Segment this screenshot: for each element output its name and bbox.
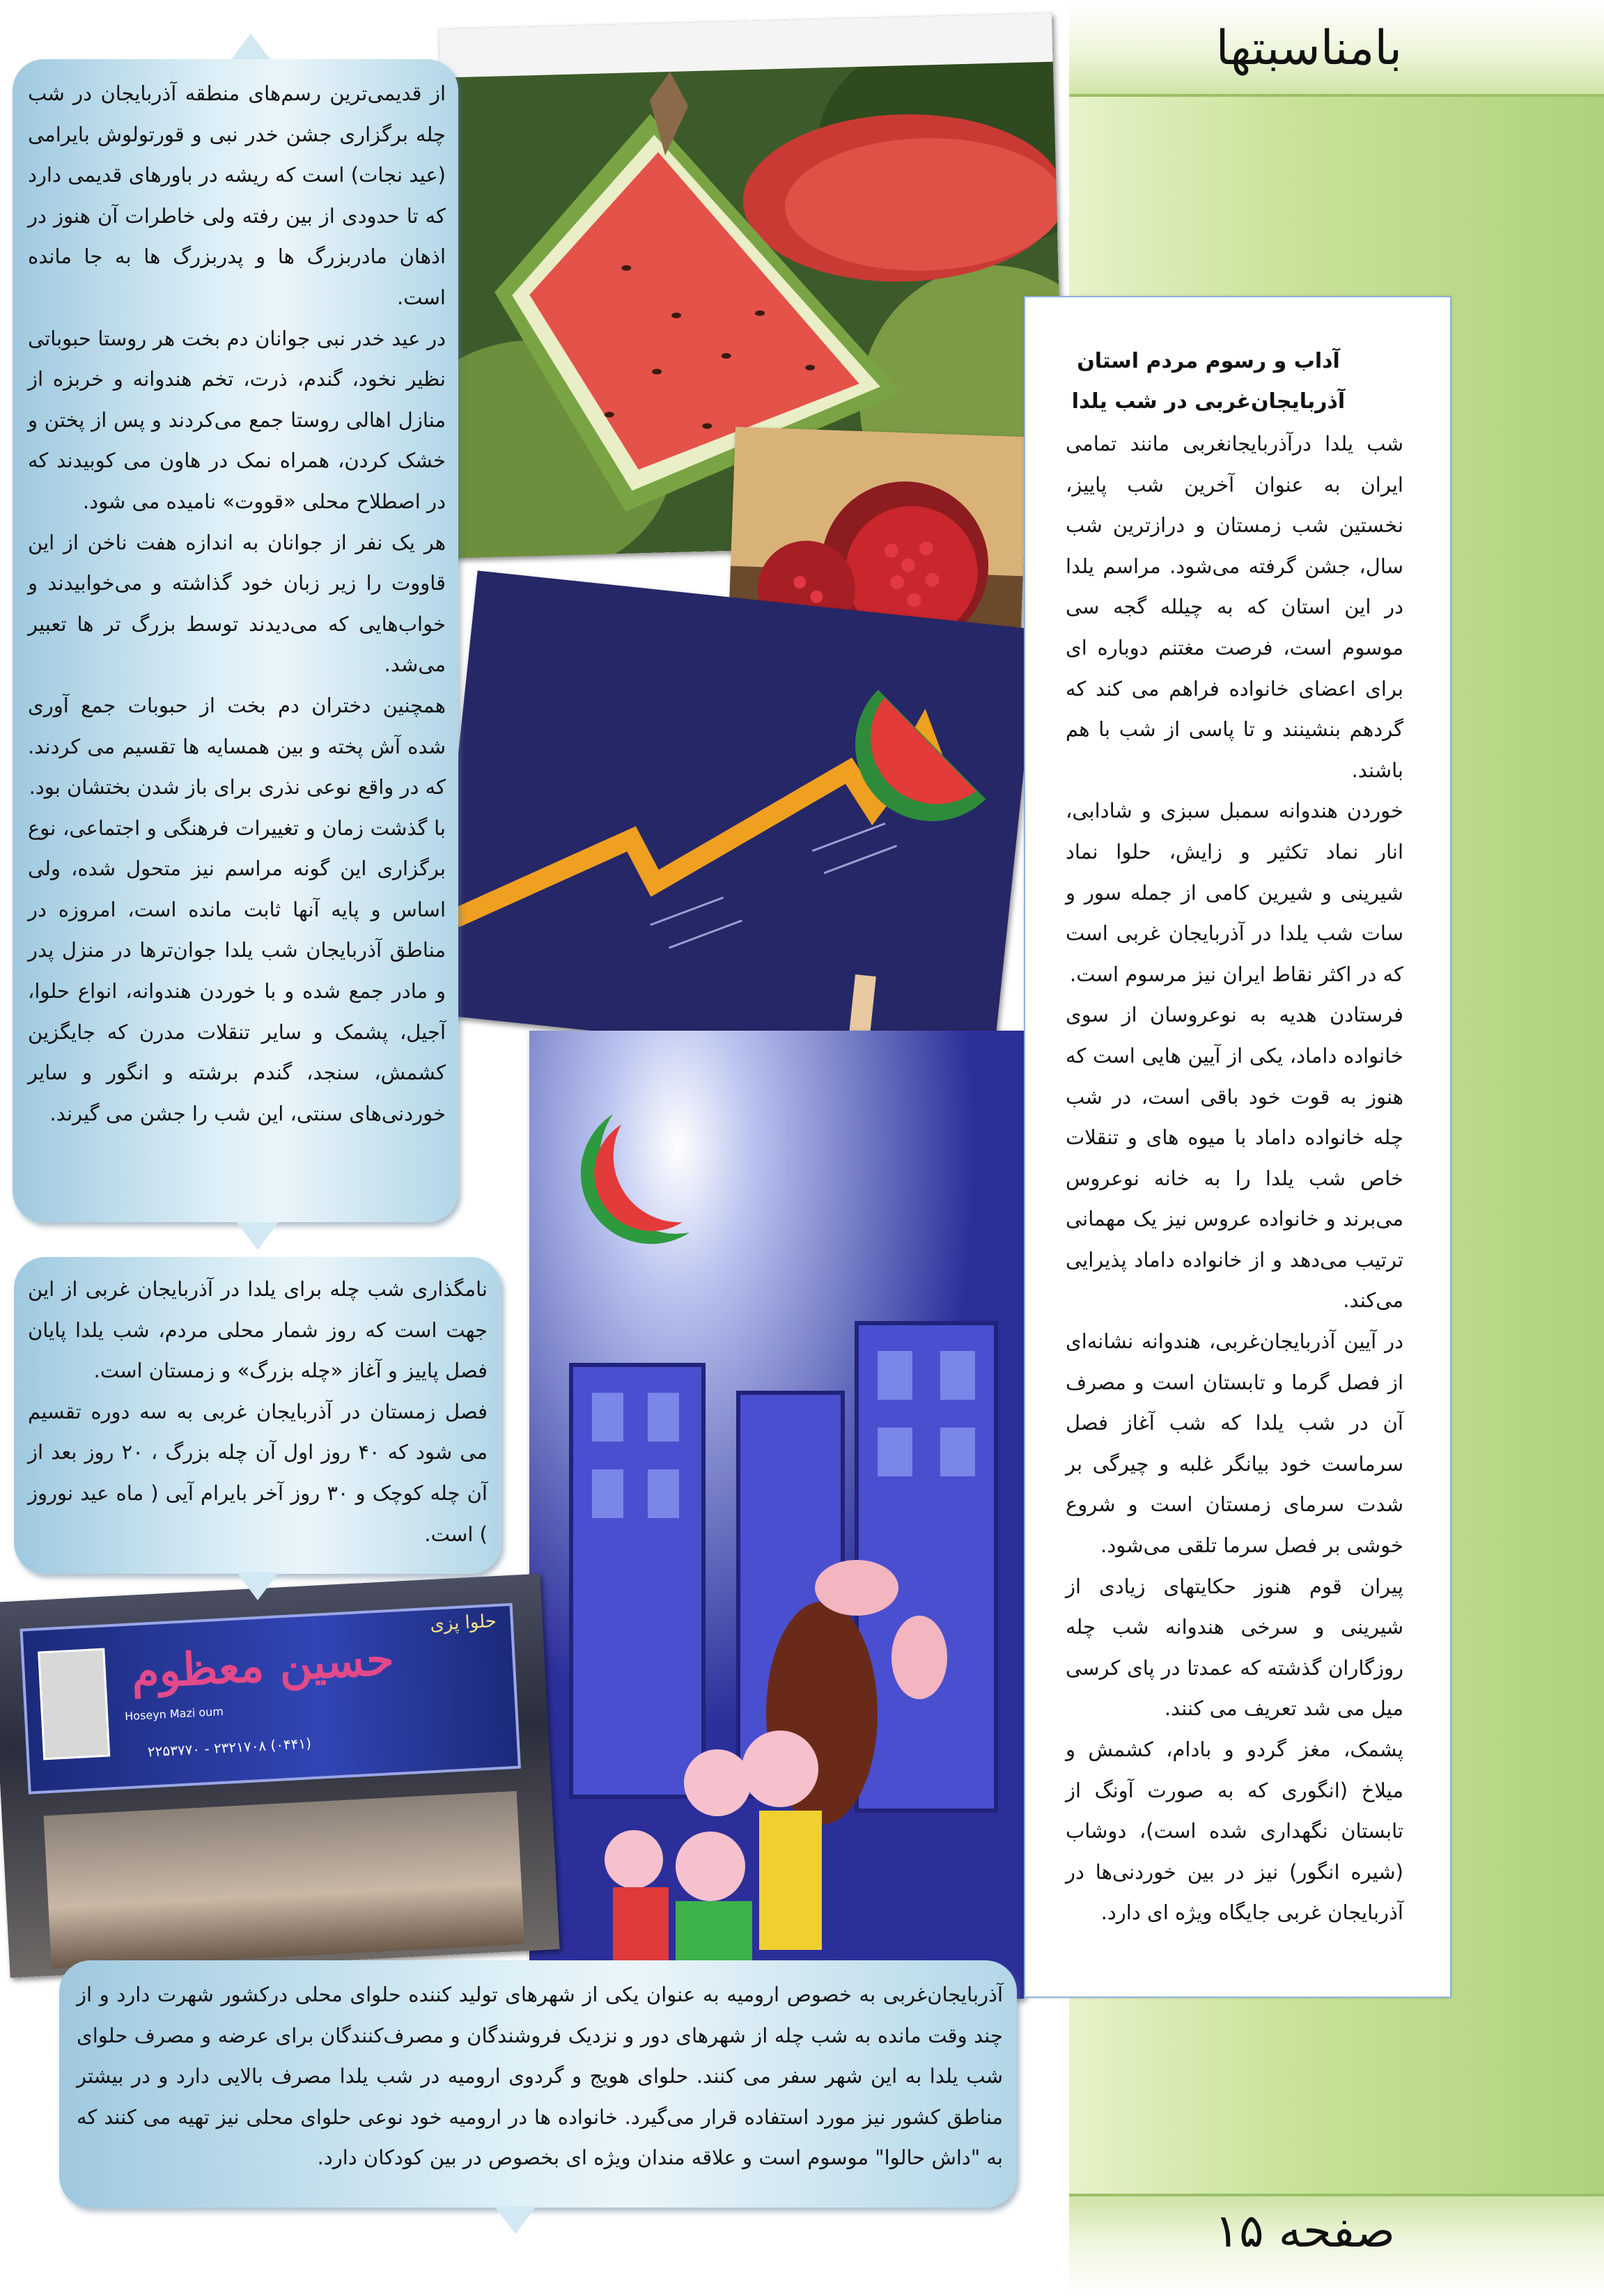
article-body <box>1066 423 1403 1933</box>
shop-window <box>44 1791 525 1969</box>
callout-notch <box>230 33 272 61</box>
shop-sign-latin: Hoseyn Mazi oum <box>124 1704 224 1724</box>
article-paragraph: فرستادن هدیه به نوعروسان از سوی خانواده داماد، یکی از آیین هایی است که هنوز به قوت خود باقی است، در شب چله خانواده داماد با میوه های و تنقلات خاص شب یلدا را به خانه نوعروس می‌برند و خانواده عروس نیز یک مهمانی ترتیب می‌دهد و از خانواده داماد پذیرایی می‌کند. <box>1066 1003 1403 1313</box>
callout-middle-paragraph: نامگذاری شب چله برای یلدا در آذربایجان غربی از این جهت است که روز شمار محلی مردم، شب یلدا پایان فصل پاییز و آغاز «چله بزرگ» و زمستان است. <box>28 1277 488 1383</box>
callout-left-paragraph: با گذشت زمان و تغییرات فرهنگی و اجتماعی، نوع برگزاری این گونه مراسم نیز متحول شده، ولی اساس و پایه آنها ثابت مانده است، امروزه در مناطق آذربایجان شب یلدا جوان‌ترها در منزل پدر و مادر جمع شده و با خوردن هندوانه، انواع حلوا، آجیل، پشمک و سایر تنقلات مدرن که جایگزین کشمش، سنجد، گندم برشته و انگور و سایر خوردنی‌های سنتی، این شب را جشن می گیرند. <box>28 815 446 1125</box>
callout-notch <box>237 1572 279 1600</box>
arrow-watermelon-illustration <box>431 570 1038 1072</box>
section-title: بامناسبتها <box>1215 21 1402 76</box>
shop-sign-prefix: حلوا پزی <box>429 1611 497 1636</box>
callout-left-paragraph: هر یک نفر از جوانان به اندازه هفت ناخن از این قاووت را زیر زبان خود گذاشته و می‌خوابیدند و خواب‌هایی که می‌دیدند توسط بزرگ تر ها تعبیر می‌شد. <box>28 530 446 677</box>
shop-sign-phone: (۰۴۴۱) ۲۳۲۱۷۰۸ - ۲۲۵۳۷۷۰ <box>147 1735 312 1760</box>
shop-owner-portrait <box>38 1648 110 1760</box>
page-number: صفحه ۱۵ <box>1214 2204 1395 2258</box>
callout-middle-paragraph: فصل زمستان در آذربایجان غربی به سه دوره تقسیم می شود که ۴۰ روز اول آن چله بزرگ ، ۲۰ روز بعد از آن چله کوچک و ۳۰ روز آخر بایرام آیی ( ماه عید نوروز ) است. <box>28 1399 488 1546</box>
article-paragraph: شب یلدا درآذربایجانغربی مانند تمامی ایران به عنوان آخرین شب پاییز، نخستین شب زمستان و درازترین شب سال، جشن گرفته می‌شود. مراسم یلدا در این استان که به چیلله گجه سی موسوم است، فرصت مغتنم دوباره ای برای اعضای خانواده فراهم می کند که گردهم بنشینند و تا پاسی از شب با هم باشند. <box>1066 432 1403 782</box>
rising-arrow-cartoon <box>431 570 1038 1072</box>
yalda-night-cartoon <box>529 1031 1024 1999</box>
article-title <box>1045 341 1372 422</box>
halva-shop-photo <box>0 1574 560 1978</box>
callout-bottom-text: آذربایجان‌غربی به خصوص ارومیه به عنوان یکی از شهرهای تولید کننده حلوای محلی درکشور شهرت دارد و از چند وقت مانده به شب چله از شهرهای دور و نزدیک فروشندگان و مصرف‌کنندگان برای عرضه و مصرف حلوای شب یلدا به این شهر سفر می کنند. حلوای هویج و گردوی ارومیه در شب یلدا مصرف بالایی دارد و در بیشتر مناطق کشور نیز مورد استفاده قرار می‌گیرد. خانواده ها در ارومیه خود نوعی حلوای محلی نیز تهیه می کنند که به "داش حالوا" موسوم است و علاقه مندان ویژه ای بخصوص در بین کودکان دارد. <box>77 1983 1003 2170</box>
article-paragraph: پشمک، مغز گردو و بادام، کشمش و میلاخ (انگوری که به صورت آونگ از تابستان نگهداری شده است)، دوشاب (شیره انگور) نیز در بین خوردنی‌ها در آذربایجان غربی جایگاه ویژه ای دارد. <box>1066 1737 1403 1925</box>
callout-notch <box>495 2206 536 2234</box>
callout-middle-text <box>28 1269 488 1554</box>
callout-left-paragraph: از قدیمی‌ترین رسم‌های منطقه آذربایجان در شب چله برگزاری جشن خدر نبی و قورتولوش بایرامی (عید نجات) است که ریشه در باورهای قدیمی دارد که تا حدودی از بین رفته ولی خاطرات آن هنوز در اذهان مادربزرگ ها و پدربزرگ ها به جا مانده است. <box>28 81 446 309</box>
article-title-line2: آذربایجان‌غربی در شب یلدا <box>1071 389 1346 414</box>
article-paragraph: خوردن هندوانه سمبل سبزی و شادابی، انار نماد تکثیر و زایش، حلوا نماد شیرینی و شیرین کامی از جمله سور و سات شب یلدا در آذربایجان غربی است که در اکثر نقاط ایران نیز مرسوم است. <box>1066 799 1403 986</box>
callout-left-paragraph: در عید خدر نبی جوانان دم بخت هر روستا حبوباتی نظیر نخود، گندم، ذرت، تخم هندوانه و خربزه از منازل اهالی روستا جمع می‌کردند و پس از پختن و خشک کردن، همراه نمک در هاون می کوبیدند که در اصطلاح محلی «قووت» نامیده می شود. <box>28 326 446 513</box>
callout-left-text <box>28 73 446 1134</box>
article-title-line1: آداب و رسوم مردم استان <box>1077 349 1340 373</box>
night-family-illustration <box>529 1031 1024 1999</box>
article-paragraph: در آیین آذربایجان‌غربی، هندوانه نشانه‌ای از فصل گرما و تابستان است و مصرف آن در شب یلدا که شب آغاز فصل سرماست خود بیانگر غلبه و چیرگی بر شدت سرمای زمستان است و شروع خوشی بر فصل سرما تلقی می‌شود. <box>1066 1329 1403 1558</box>
callout-left-paragraph: همچنین دختران دم بخت از حبوبات جمع آوری شده آش پخته و بین همسایه ها تقسیم می کردند. که در واقع نوعی نذری برای باز شدن بختشان بود. <box>28 693 446 799</box>
callout-notch <box>237 1222 279 1250</box>
shop-sign-board <box>20 1603 520 1795</box>
shop-sign-name: حسین معظوم <box>130 1632 396 1699</box>
article-paragraph: پیران قوم هنوز حکایتهای زیادی از شیرینی و سرخی هندوانه شب چله روزگاران گذشته که عمدتا در پای کرسی میل می شد تعریف می کنند. <box>1066 1574 1403 1721</box>
